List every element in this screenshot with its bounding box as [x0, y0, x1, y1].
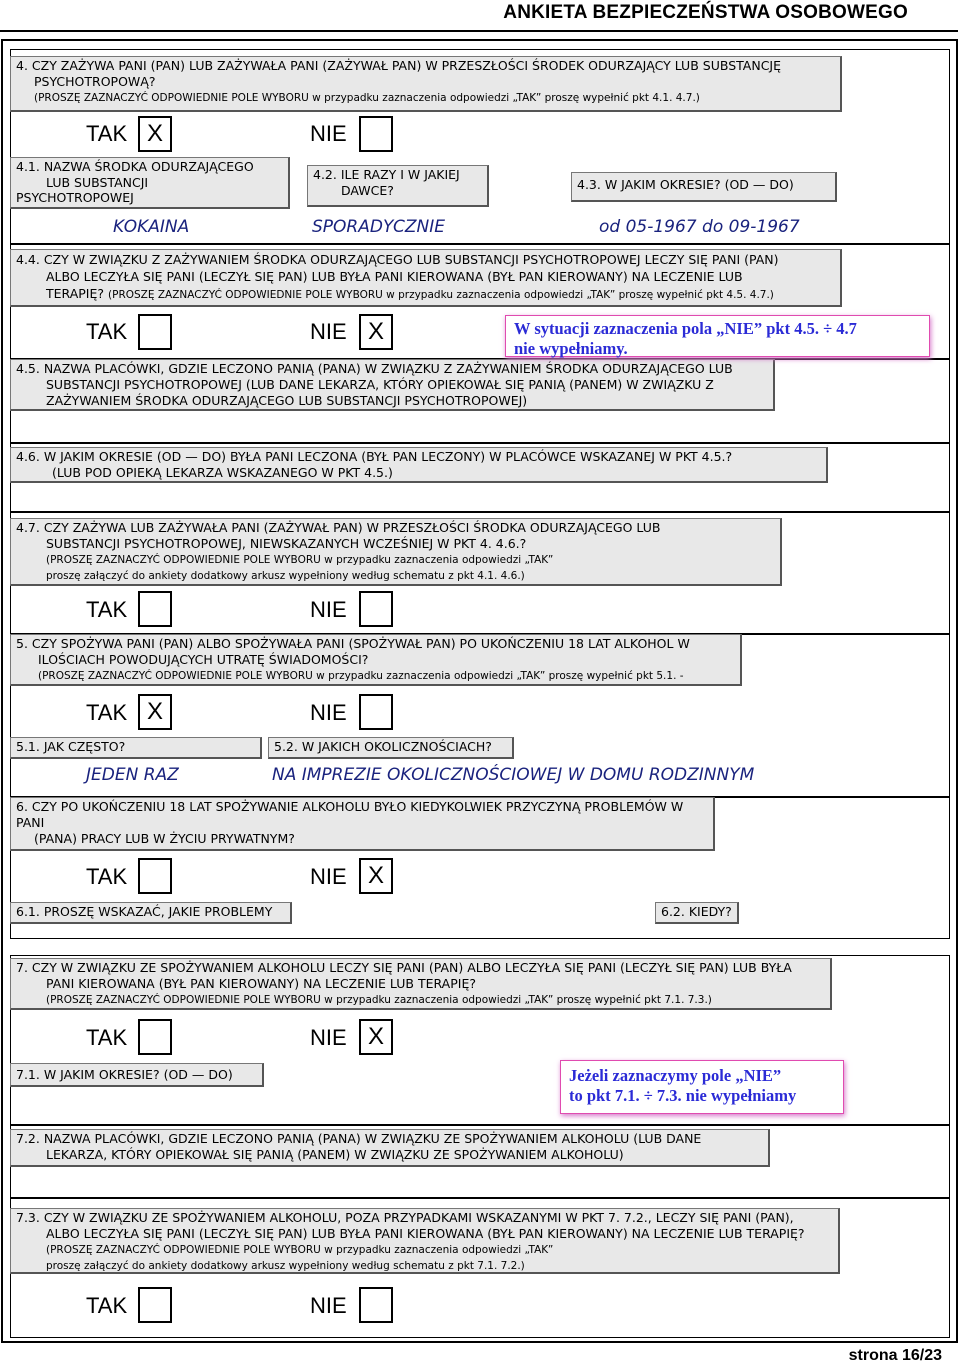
q47-nie-label: NIE — [310, 597, 347, 622]
q44-hint: (PROSZĘ ZAZNACZYĆ ODPOWIEDNIE POLE WYBORU w przypadku zaznaczenia odpowiedzi „TAK” proszę wypełnić pkt 4.5. 4.7.) — [108, 289, 774, 301]
q52-question — [268, 737, 514, 759]
q42-answer[interactable]: SPORADYCZNIE — [312, 217, 446, 237]
q42-question — [307, 165, 489, 207]
document-title: ANKIETA BEZPIECZEŃSTWA OSOBOWEGO — [503, 2, 908, 23]
q44-nie-checkbox[interactable]: X — [359, 314, 393, 350]
q7-note-callout — [560, 1060, 844, 1114]
q44-tak-label: TAK — [86, 319, 128, 344]
q44-tak-checkbox[interactable] — [138, 314, 172, 350]
q44-line1: 4.4. CZY W ZWIĄZKU Z ZAŻYWANIEM ŚRODKA ODURZAJĄCEGO LUB SUBSTANCJI PSYCHOTROPOWEJ LECZY SIĘ PANI (PAN) — [16, 252, 779, 267]
q44-note-line2: nie wypełniamy. — [514, 339, 628, 358]
q44-nie-label: NIE — [310, 319, 347, 344]
q46-line1: 4.6. W JAKIM OKRESIE (OD — DO) BYŁA PANI LECZONA (BYŁ PAN LECZONY) W PLACÓWCE WSKAZANEJ W PKT 4.5.? — [16, 449, 733, 464]
q51-answer[interactable]: JEDEN RAZ — [86, 765, 179, 785]
q47-hint2: proszę załączyć do ankiety dodatkowy arkusz wypełniony według schematu z pkt 4.1. 4.6.) — [46, 570, 525, 582]
q73-nie-checkbox[interactable] — [359, 1287, 393, 1323]
q73-tak-label: TAK — [86, 1293, 128, 1318]
q42-line2: DAWCE? — [341, 183, 394, 198]
q45-line2: SUBSTANCJI PSYCHOTROPOWEJ (LUB DANE LEKARZA, KTÓRY OPIEKOWAŁ SIĘ PANIĄ (PANEM) W ZWIĄZKU Z — [46, 377, 714, 392]
q45-line1: 4.5. NAZWA PLACÓWKI, GDZIE LECZONO PANIĄ (PANA) W ZWIĄZKU Z ZAŻYWANIEM ŚRODKA ODURZAJĄCEGO LUB — [16, 361, 733, 376]
q51-question — [10, 737, 262, 759]
q4-nie-label: NIE — [310, 121, 347, 146]
q7-tak-checkbox[interactable] — [138, 1019, 172, 1055]
q6-line2: PANI — [16, 815, 45, 830]
q7-line2: PANI KIEROWANA (BYŁ PAN KIEROWANY) NA LECZENIE LUB TERAPIĘ? — [46, 976, 476, 991]
q7-question — [10, 958, 832, 1010]
q61-question — [10, 902, 292, 924]
q41-line1: 4.1. NAZWA ŚRODKA ODURZAJĄCEGO — [16, 159, 254, 174]
q71-label: 7.1. W JAKIM OKRESIE? (OD — DO) — [16, 1067, 233, 1082]
q47-nie-checkbox[interactable] — [359, 591, 393, 627]
page-number: strona 16/23 — [848, 1347, 942, 1364]
q52-answer[interactable]: NA IMPREZIE OKOLICZNOŚCIOWEJ W DOMU RODZINNYM — [272, 765, 755, 785]
q43-question — [571, 172, 837, 202]
q71-question — [10, 1063, 264, 1087]
q41-line3: PSYCHOTROPOWEJ — [16, 190, 134, 205]
q46-line2: (LUB POD OPIEKĄ LEKARZA WSKAZANEGO W PKT 4.5.) — [52, 465, 393, 480]
q43-line1: 4.3. W JAKIM OKRESIE? (OD — DO) — [577, 177, 794, 192]
q44-line3a: TERAPIĘ? — [46, 286, 105, 301]
q4-line2: PSYCHOTROPOWĄ? — [34, 74, 156, 89]
q47-line1: 4.7. CZY ZAŻYWA LUB ZAŻYWAŁA PANI (ZAŻYWAŁ PAN) W PRZESZŁOŚCI ŚRODKA ODURZAJĄCEGO LUB — [16, 520, 661, 535]
q44-note-line1: W sytuacji zaznaczenia pola „NIE” pkt 4.5. ÷ 4.7 — [514, 319, 857, 338]
q5-line2: ILOŚCIACH POWODUJĄCYCH UTRATĘ ŚWIADOMOŚCI? — [38, 652, 369, 667]
q41-question — [10, 157, 290, 209]
q47-tak-checkbox[interactable] — [138, 591, 172, 627]
q47-tak-label: TAK — [86, 597, 128, 622]
q6-tak-label: TAK — [86, 864, 128, 889]
q7-note-line1: Jeżeli zaznaczymy pole „NIE” — [569, 1066, 782, 1085]
q73-line1: 7.3. CZY W ZWIĄZKU ZE SPOŻYWANIEM ALKOHOLU, POZA PRZYPADKAMI WSKAZANYMI W PKT 7. 7.2., LECZY SIĘ PANI (PAN), — [16, 1210, 794, 1225]
q5-tak-label: TAK — [86, 700, 128, 725]
q4-nie-checkbox[interactable] — [359, 116, 393, 152]
q6-nie-label: NIE — [310, 864, 347, 889]
q42-line1: 4.2. ILE RAZY I W JAKIEJ — [313, 167, 460, 182]
q46-question — [10, 447, 828, 483]
q47-hint1: (PROSZĘ ZAZNACZYĆ ODPOWIEDNIE POLE WYBORU w przypadku zaznaczenia odpowiedzi „TAK” — [46, 554, 554, 566]
q5-tak-checkbox[interactable]: X — [138, 694, 172, 730]
q47-question — [10, 518, 782, 586]
q51-label: 5.1. JAK CZĘSTO? — [16, 739, 126, 754]
q7-note-line2: to pkt 7.1. ÷ 7.3. nie wypełniamy — [569, 1086, 797, 1105]
q4-hint: (PROSZĘ ZAZNACZYĆ ODPOWIEDNIE POLE WYBORU w przypadku zaznaczenia odpowiedzi „TAK” proszę wypełnić pkt 4.1. 4.7.) — [34, 92, 700, 104]
q73-nie-label: NIE — [310, 1293, 347, 1318]
q62-question — [655, 902, 739, 924]
q73-question — [10, 1208, 840, 1274]
q72-line1: 7.2. NAZWA PLACÓWKI, GDZIE LECZONO PANIĄ (PANA) W ZWIĄZKU ZE SPOŻYWANIEM ALKOHOLU (LUB DANE — [16, 1131, 702, 1146]
q61-label: 6.1. PROSZĘ WSKAZAĆ, JAKIE PROBLEMY — [16, 904, 273, 919]
q41-answer[interactable]: KOKAINA — [113, 217, 190, 237]
q5-question — [10, 634, 742, 686]
q44-question — [10, 249, 842, 307]
q5-nie-label: NIE — [310, 700, 347, 725]
q6-nie-checkbox[interactable]: X — [359, 858, 393, 894]
q5-line1: 5. CZY SPOŻYWA PANI (PAN) ALBO SPOŻYWAŁA PANI (SPOŻYWAŁ PAN) PO UKOŃCZENIU 18 LAT ALKOHOL W — [16, 636, 690, 651]
q43-answer[interactable]: od 05-1967 do 09-1967 — [599, 217, 800, 237]
q6-question — [10, 797, 715, 851]
q72-line2: LEKARZA, KTÓRY OPIEKOWAŁ SIĘ PANIĄ (PANEM) W ZWIĄZKU ZE SPOŻYWANIEM ALKOHOLU) — [46, 1147, 624, 1162]
q5-nie-checkbox[interactable] — [359, 694, 393, 730]
q4-tak-checkbox[interactable]: X — [138, 116, 172, 152]
q6-line1: 6. CZY PO UKOŃCZENIU 18 LAT SPOŻYWANIE ALKOHOLU BYŁO KIEDYKOLWIEK PRZYCZYNĄ PROBLEMÓW W — [16, 799, 684, 814]
q45-question — [10, 359, 775, 411]
header-rule — [0, 30, 958, 32]
q44-note-callout — [505, 315, 930, 357]
q7-tak-label: TAK — [86, 1025, 128, 1050]
q7-line1: 7. CZY W ZWIĄZKU ZE SPOŻYWANIEM ALKOHOLU LECZY SIĘ PANI (PAN) ALBO LECZYŁA SIĘ PANI (LECZYŁ SIĘ PAN) LUB BYŁA — [16, 960, 792, 975]
q41-line2: LUB SUBSTANCJI — [46, 174, 149, 190]
q73-hint2: proszę załączyć do ankiety dodatkowy arkusz wypełniony według schematu z pkt 7.1. 7.2.) — [46, 1260, 525, 1272]
q72-question — [10, 1129, 770, 1167]
q44-line2: ALBO LECZYŁA SIĘ PANI (LECZYŁ SIĘ PAN) LUB BYŁA PANI KIEROWANA (BYŁ PAN KIEROWANY) NA LECZENIE LUB — [46, 269, 743, 284]
q73-line2: ALBO LECZYŁA SIĘ PANI (LECZYŁ SIĘ PAN) LUB BYŁA PANI KIEROWANA (BYŁ PAN KIEROWANY) NA LECZENIE LUB TERAPIĘ? — [46, 1226, 805, 1241]
q7-nie-checkbox[interactable]: X — [359, 1019, 393, 1055]
q7-nie-label: NIE — [310, 1025, 347, 1050]
q6-line3: (PANA) PRACY LUB W ŻYCIU PRYWATNYM? — [34, 831, 295, 846]
q4-tak-label: TAK — [86, 121, 128, 146]
q4-line1: 4. CZY ZAŻYWA PANI (PAN) LUB ZAŻYWAŁA PANI (ZAŻYWAŁ PAN) W PRZESZŁOŚCI ŚRODEK ODURZAJĄCY LUB SUBSTANCJĘ — [16, 58, 782, 73]
q62-label: 6.2. KIEDY? — [661, 904, 732, 919]
q73-hint1: (PROSZĘ ZAZNACZYĆ ODPOWIEDNIE POLE WYBORU w przypadku zaznaczenia odpowiedzi „TAK” — [46, 1244, 554, 1256]
q45-line3: ZAŻYWANIEM ŚRODKA ODURZAJĄCEGO LUB SUBSTANCJI PSYCHOTROPOWEJ) — [46, 393, 528, 408]
q5-hint: (PROSZĘ ZAZNACZYĆ ODPOWIEDNIE POLE WYBORU w przypadku zaznaczenia odpowiedzi „TAK” proszę wypełnić pkt 5.1. - — [38, 670, 684, 682]
q52-label: 5.2. W JAKICH OKOLICZNOŚCIACH? — [274, 739, 492, 754]
q4-question — [10, 56, 842, 112]
q73-tak-checkbox[interactable] — [138, 1287, 172, 1323]
q47-line2: SUBSTANCJI PSYCHOTROPOWEJ, NIEWSKAZANYCH WCZEŚNIEJ W PKT 4. 4.6.? — [46, 536, 527, 551]
q7-hint: (PROSZĘ ZAZNACZYĆ ODPOWIEDNIE POLE WYBORU w przypadku zaznaczenia odpowiedzi „TAK” proszę wypełnić pkt 7.1. 7.3.) — [46, 994, 712, 1006]
q6-tak-checkbox[interactable] — [138, 858, 172, 894]
